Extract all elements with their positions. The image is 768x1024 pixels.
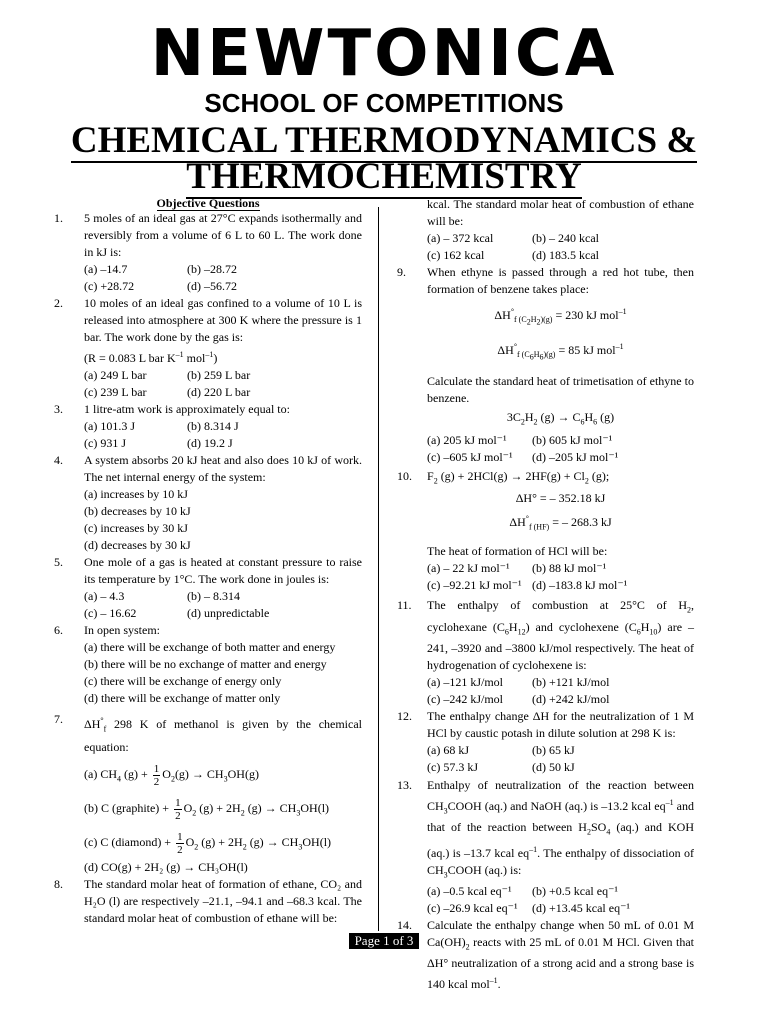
question-number: 4. <box>54 453 63 467</box>
option-d: (d) 50 kJ <box>532 759 575 774</box>
option-a: (a) – 22 kJ mol⁻¹ <box>427 561 510 576</box>
option-b: (b) 259 L bar <box>187 368 251 382</box>
options <box>84 367 362 401</box>
option-d: (d) CO(g) + 2H₂ (g) → CH₃OH(l) <box>84 860 248 875</box>
option-a: (a) –0.5 kcal eq⁻¹ <box>427 884 512 899</box>
equation: $\Delta H^\circ_{f (C_2H_2)(g)} = 230$ kJ mol$^{-1}$ <box>494 307 627 327</box>
option-d: (d) 183.5 kcal <box>532 248 599 262</box>
question-number: 13. <box>397 777 412 792</box>
question-6 <box>54 622 362 707</box>
option-d: (d) there will be exchange of matter only <box>84 691 281 705</box>
option-a: (a) 205 kJ mol⁻¹ <box>427 433 507 448</box>
question-2 <box>54 295 362 401</box>
options <box>84 418 362 452</box>
question-text: A system absorbs 20 kJ heat and also does 10 kJ of work. The net internal energy of the system: <box>84 453 362 484</box>
option-c: (c) there will be exchange of energy only <box>84 674 282 688</box>
option-b: (b) 605 kJ mol⁻¹ <box>532 433 613 448</box>
option-c: (c) –605 kJ mol⁻¹ <box>427 450 513 465</box>
option-d: (d) 19.2 J <box>187 436 233 450</box>
option-c: (c) –92.21 kJ mol⁻¹ <box>427 578 522 593</box>
option-c: (c) +28.72 <box>84 279 135 293</box>
question-5 <box>54 554 362 622</box>
option-d: (d) –56.72 <box>187 279 237 293</box>
option-a: (a) –121 kJ/mol <box>427 674 503 689</box>
question-text: The standard molar heat of formation of ethane, CO₂ and H₂O (l) are respectively –21.1, –94.1 and –68.3 kcal. The standard molar heat of combustion of ethane will be: <box>84 877 362 926</box>
option-a: (a) – 372 kcal <box>427 231 494 245</box>
option-a: (a) –14.7 <box>84 262 128 276</box>
equation: $\Delta H^\circ_{f (C_6H_6)(g)} = 85$ kJ mol$^{-1}$ <box>497 341 624 362</box>
option-b: (b) decreases by 10 kJ <box>84 504 191 518</box>
question-4 <box>54 452 362 554</box>
question-10 <box>397 468 694 594</box>
options <box>427 742 694 776</box>
option-d: (d) decreases by 30 kJ <box>84 538 191 552</box>
page-title-line-1: CHEMICAL THERMODYNAMICS & <box>70 120 698 161</box>
option-a: (a) $CH_4$ (g) + $\frac{1}{2}$ $O_2(g) \to CH_3OH(g)$ <box>84 763 259 789</box>
option-b: (b) –28.72 <box>187 262 237 276</box>
options <box>84 588 362 622</box>
option-d: (d) unpredictable <box>187 606 270 620</box>
question-text: $\Delta H^\circ_f$ 298 K of methanol is given by the chemical equation: <box>84 716 363 755</box>
option-a: (a) there will be exchange of both matter and energy <box>84 640 336 654</box>
question-number: 6. <box>54 623 63 637</box>
question-14 <box>397 917 694 993</box>
question-13 <box>397 777 694 917</box>
options <box>427 560 694 594</box>
logo-subtitle: SCHOOL OF COMPETITIONS <box>204 88 564 118</box>
question-text: In open system: <box>84 623 160 637</box>
question-number: 7. <box>54 712 63 726</box>
options <box>427 883 694 917</box>
question-text: The enthalpy of combustion at 25°C of $H_2$, cyclohexane $(C_6H_{12})$ and cyclohexene $(C_6H_{10})$ are – 241, –3920 and –3800 kJ/mol respectively. The heat of hydrogenation of cyclohexene is: <box>427 598 694 672</box>
option-b: (b) C (graphite) + $\frac{1}{2}$ $O_2$ $(g) + 2H_2$ $(g) \to CH_3OH(l)$ <box>84 797 330 823</box>
question-7 <box>54 711 362 876</box>
question-number: 10. <box>397 469 412 484</box>
question-11 <box>397 597 694 708</box>
options <box>427 432 694 466</box>
option-c: (c) increases by 30 kJ <box>84 521 188 535</box>
question-text: One mole of a gas is heated at constant pressure to raise its temperature by 1°C. The work done in joules is: <box>84 555 362 586</box>
option-b: (b) – 8.314 <box>187 589 240 603</box>
question-text: 1 litre-atm work is approximately equal to: <box>84 402 290 416</box>
question-9 <box>397 264 694 466</box>
option-a: (a) 68 kJ <box>427 742 469 757</box>
option-b: (b) – 240 kcal <box>532 231 599 245</box>
page-number: Page 1 of 3 <box>349 933 419 949</box>
option-c: (c) 239 L bar <box>84 385 147 399</box>
page-title-line-2: THERMOCHEMISTRY <box>186 156 582 197</box>
question-number: 14. <box>397 918 412 933</box>
question-number: 1. <box>54 211 63 225</box>
school-logo <box>0 17 768 118</box>
equation: $3C_2H_2$ $(g) \to C_6H_6$ (g) <box>506 409 615 427</box>
question-12 <box>397 708 694 776</box>
question-text: 10 moles of an ideal gas confined to a volume of 10 L is released into atmosphere at 300 K where the pressure is 1 bar. The work done by the gas is: (R = 0.083 L bar $K^{-1}$ mol$^{-1}$) <box>84 296 362 365</box>
options <box>427 230 694 264</box>
section-heading: Objective Questions <box>156 196 260 210</box>
column-divider <box>378 207 379 931</box>
option-b: (b) 65 kJ <box>532 742 575 757</box>
question-text: 5 moles of an ideal gas at 27°C expands isothermally and reversibly from a volume of 6 L to 60 L. The work done in kJ is: <box>84 211 362 259</box>
question-number: 8. <box>54 877 63 892</box>
question-number: 11. <box>397 598 412 613</box>
right-column <box>397 196 694 993</box>
option-d: (d) –183.8 kJ mol⁻¹ <box>532 578 628 593</box>
question-number: 12. <box>397 708 412 723</box>
question-text: Calculate the standard heat of trimetisation of ethyne to benzene. <box>427 373 694 405</box>
equation: $F_2$ $(g) + 2HCl(g) \to 2HF(g) + Cl_2$ (g); <box>427 469 610 486</box>
question-3 <box>54 401 362 452</box>
question-text: Calculate the enthalpy change when 50 mL of 0.01 M $Ca(OH)_2$ reacts with 25 mL of 0.01 M HCl. Given that ΔH° neutralization of a strong acid and a strong base is 140 kcal mol$^{-1}$. <box>427 918 694 992</box>
question-text: When ethyne is passed through a red hot tube, then formation of benzene takes place: <box>427 265 694 296</box>
question-8 <box>54 876 362 926</box>
option-b: (b) +121 kJ/mol <box>532 674 610 689</box>
option-c: (c) 57.3 kJ <box>427 759 478 774</box>
equation: $\Delta H^\circ_{f (HF)}$ = – 268.3 kJ <box>509 513 612 532</box>
option-c: (c) –242 kJ/mol <box>427 691 503 706</box>
question-text: The enthalpy change ΔH for the neutralization of 1 M HCl by caustic potash in dilute solution at 298 K is: <box>427 708 694 740</box>
left-column <box>54 196 363 926</box>
option-d: (d) –205 kJ mol⁻¹ <box>532 450 619 465</box>
options <box>84 261 362 295</box>
option-b: (b) +0.5 kcal eq⁻¹ <box>532 884 619 899</box>
logo-text: NEWTONICA <box>150 17 618 91</box>
option-a: (a) – 4.3 <box>84 589 125 603</box>
options <box>427 674 694 708</box>
option-a: (a) increases by 10 kJ <box>84 487 188 501</box>
option-c: (c) 162 kcal <box>427 248 485 262</box>
option-b: (b) there will be no exchange of matter and energy <box>84 657 327 671</box>
equation: ΔH° = – 352.18 kJ <box>515 490 606 505</box>
question-text-continued: kcal. The standard molar heat of combustion of ethane will be: <box>427 197 694 228</box>
question-text: Enthalpy of neutralization of the reaction between $CH_3COOH$ (aq.) and NaOH (aq.) is –13.2 kcal $eq^{-1}$ and that of the reaction between $H_2SO_4$ (aq.) and KOH (aq.) is –13.7 kcal $eq^{-1}$. The enthalpy of dissociation of $CH_3COOH$ (aq.) is: <box>427 777 694 880</box>
question-number: 5. <box>54 555 63 569</box>
option-c: (c) – 16.62 <box>84 606 137 620</box>
option-d: (d) +13.45 kcal eq⁻¹ <box>532 901 631 916</box>
option-b: (b) 88 kJ mol⁻¹ <box>532 561 607 576</box>
question-number: 2. <box>54 296 63 310</box>
option-c: (c) C (diamond) + $\frac{1}{2}$ $O_2$ $(g) + 2H_2$ $(g) \to CH_3OH(l)$ <box>84 831 332 857</box>
question-8-continued <box>397 196 694 264</box>
question-1 <box>54 210 362 295</box>
question-number: 3. <box>54 402 63 416</box>
option-c: (c) 931 J <box>84 436 126 450</box>
question-text: The heat of formation of HCl will be: <box>427 544 608 559</box>
question-number: 9. <box>397 265 406 279</box>
option-a: (a) 249 L bar <box>84 368 147 382</box>
option-d: (d) 220 L bar <box>187 385 251 399</box>
option-c: (c) –26.9 kcal eq⁻¹ <box>427 901 518 916</box>
option-b: (b) 8.314 J <box>187 419 239 433</box>
option-d: (d) +242 kJ/mol <box>532 691 610 706</box>
option-a: (a) 101.3 J <box>84 419 135 433</box>
